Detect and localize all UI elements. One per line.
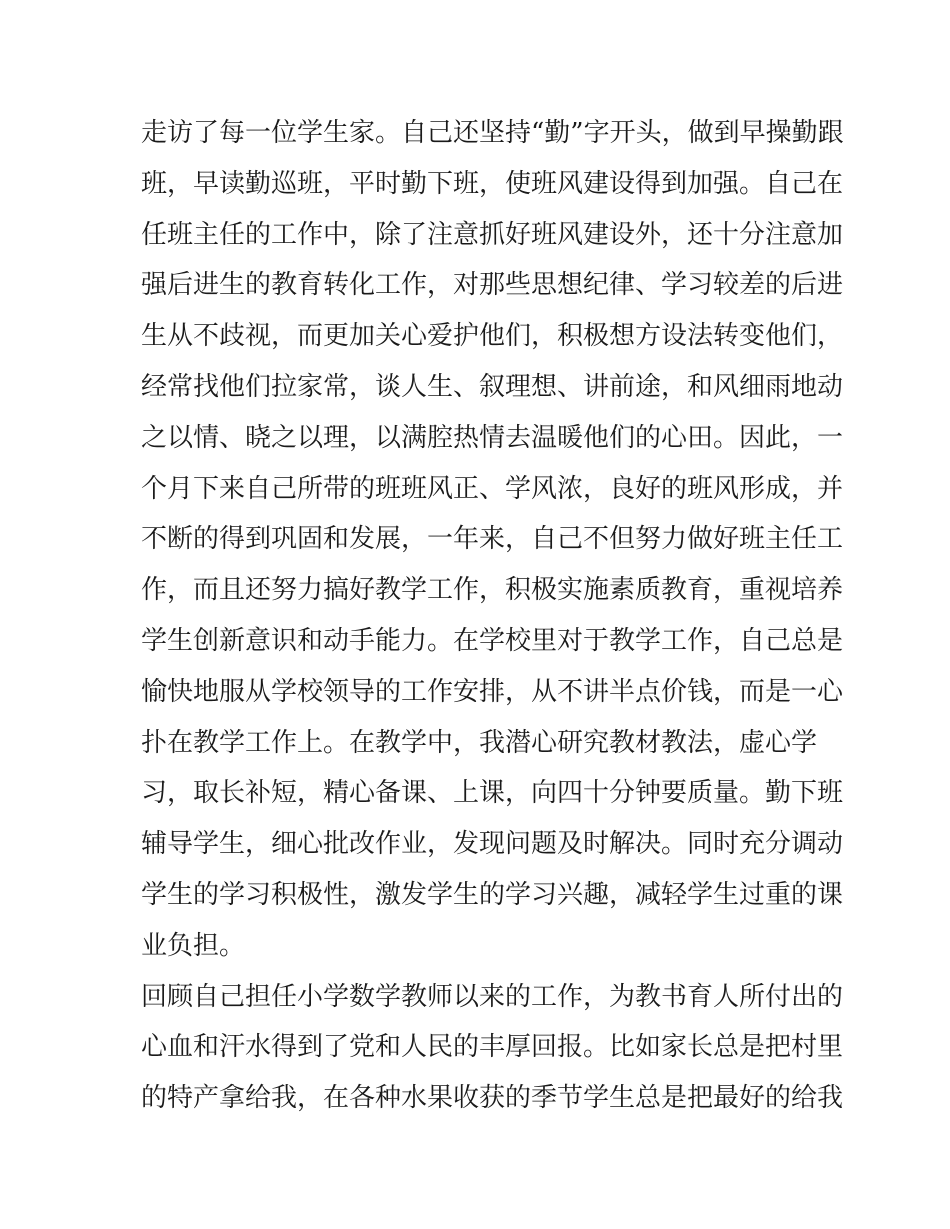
text-line: 强后进生的教育转化工作，对那些思想纪律、学习较差的后进 — [141, 270, 844, 301]
text-line: 任班主任的工作中，除了注意抓好班风建设外，还十分注意加 — [141, 219, 844, 250]
text-line: 学生创新意识和动手能力。在学校里对于教学工作，自己总是 — [141, 625, 844, 656]
text-line: 回顾自己担任小学数学教师以来的工作，为教书育人所付出的 — [141, 981, 844, 1012]
body-text — [141, 108, 844, 1124]
text-line: 班，早读勤巡班，平时勤下班，使班风建设得到加强。自己在 — [141, 168, 844, 199]
text-line: 辅导学生，细心批改作业，发现问题及时解决。同时充分调动 — [141, 829, 844, 860]
text-line: 个月下来自己所带的班班风正、学风浓，良好的班风形成，并 — [141, 473, 844, 504]
text-line: 学生的学习积极性，激发学生的学习兴趣，减轻学生过重的课 — [141, 879, 844, 910]
text-line: 经常找他们拉家常，谈人生、叙理想、讲前途，和风细雨地动 — [141, 371, 844, 402]
text-line: 生从不歧视，而更加关心爱护他们，积极想方设法转变他们， — [141, 321, 844, 352]
text-line: 走访了每一位学生家。自己还坚持“勤”字开头，做到早操勤跟 — [141, 118, 844, 148]
text-line: 习，取长补短，精心备课、上课，向四十分钟要质量。勤下班 — [141, 778, 844, 809]
text-line: 作，而且还努力搞好教学工作，积极实施素质教育，重视培养 — [141, 575, 844, 606]
text-line: 扑在教学工作上。在教学中，我潜心研究教材教法，虚心学 — [141, 727, 818, 758]
text-line: 愉快地服从学校领导的工作安排，从不讲半点价钱，而是一心 — [141, 676, 844, 707]
text-line: 心血和汗水得到了党和人民的丰厚回报。比如家长总是把村里 — [141, 1032, 844, 1063]
text-line: 的特产拿给我，在各种水果收获的季节学生总是把最好的给我 — [141, 1083, 844, 1114]
text-line: 不断的得到巩固和发展，一年来，自己不但努力做好班主任工 — [141, 524, 844, 555]
text-line: 业负担。 — [141, 930, 246, 961]
text-line: 之以情、晓之以理，以满腔热情去温暖他们的心田。因此，一 — [141, 422, 844, 453]
